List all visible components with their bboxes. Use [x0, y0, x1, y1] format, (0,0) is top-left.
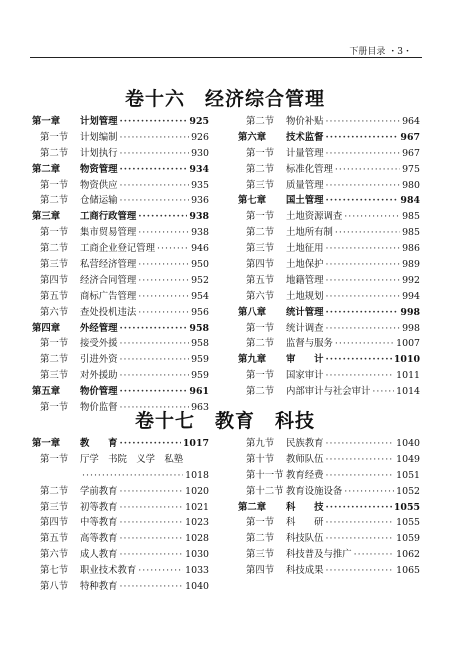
- toc-section-entry: [238, 321, 420, 337]
- entry-number: 第一节: [246, 211, 275, 223]
- entry-number: 第一章: [32, 116, 61, 127]
- entry-number: 第五章: [32, 386, 61, 398]
- entry-page-number: 1017: [182, 438, 209, 449]
- entry-page-number: 1018: [185, 469, 209, 481]
- entry-page-number: 986: [402, 243, 420, 255]
- entry-title: 职业技术教育: [80, 565, 137, 577]
- dot-leader: [138, 273, 189, 289]
- toc-section-entry: [238, 452, 420, 468]
- dot-leader: [326, 305, 399, 321]
- entry-title: 中等教育: [80, 517, 118, 529]
- entry-page-number: 938: [189, 211, 209, 223]
- entry-number: 第三节: [40, 259, 69, 271]
- entry-number: 第二节: [246, 116, 275, 127]
- entry-title: 接受外援: [80, 338, 118, 350]
- entry-title: 成人教育: [80, 549, 118, 561]
- entry-page-number: 1052: [396, 485, 420, 497]
- volume-16-title: 卷十六 经济综合管理: [124, 88, 325, 110]
- volume-16-right-column: [238, 114, 420, 400]
- entry-page-number: 1040: [185, 581, 209, 593]
- entry-title: 对外援助: [80, 370, 118, 382]
- entry-title: 教 育: [80, 438, 118, 449]
- toc-chapter-entry: [238, 352, 420, 368]
- entry-number: 第三节: [40, 370, 69, 382]
- entry-title: 统计管理: [286, 306, 324, 318]
- toc-section-entry: [238, 146, 420, 162]
- entry-page-number: 963: [191, 402, 209, 414]
- entry-page-number: 998: [402, 322, 420, 334]
- entry-number: 第一节: [40, 402, 69, 414]
- entry-number: 第八章: [238, 306, 267, 318]
- entry-page-number: 959: [191, 370, 209, 382]
- toc-section-entry: [238, 257, 420, 273]
- entry-page-number: 989: [402, 259, 420, 271]
- dot-leader: [120, 336, 190, 352]
- entry-number: 第一节: [40, 453, 69, 465]
- toc-section-entry: [238, 241, 420, 257]
- entry-page-number: 1055: [396, 517, 420, 529]
- entry-number: 第二节: [40, 195, 69, 207]
- dot-leader: [326, 468, 395, 484]
- entry-page-number: 1055: [393, 501, 420, 513]
- entry-page-number: 1023: [185, 517, 209, 529]
- entry-page-number: 1040: [396, 438, 420, 449]
- toc-chapter-entry: [32, 436, 209, 452]
- entry-title: 内部审计与社会审计: [286, 386, 371, 398]
- dot-leader: [157, 241, 189, 257]
- entry-title: 特种教育: [80, 581, 118, 593]
- entry-title: 标准化管理: [286, 163, 333, 175]
- toc-section-entry: [238, 162, 420, 178]
- toc-section-entry: [32, 289, 209, 305]
- running-header: 下册目录 ・3・: [349, 47, 412, 57]
- entry-page-number: 946: [191, 243, 209, 255]
- entry-title: 教育经费: [286, 469, 324, 481]
- dot-leader: [120, 368, 190, 384]
- entry-number: 第一节: [246, 147, 275, 159]
- entry-number: 第四节: [246, 259, 275, 271]
- toc-section-entry: [238, 563, 420, 579]
- entry-page-number: 930: [191, 147, 209, 159]
- entry-number: 第二节: [40, 243, 69, 255]
- toc-section-entry: [238, 468, 420, 484]
- dot-leader: [120, 547, 184, 563]
- entry-title: 高等教育: [80, 533, 118, 545]
- dot-leader: [120, 384, 188, 400]
- entry-title: 土地所有制: [286, 227, 333, 239]
- entry-title: 引进外资: [80, 354, 118, 366]
- dot-leader: [120, 146, 190, 162]
- dot-leader: [344, 484, 394, 500]
- entry-page-number: 958: [191, 338, 209, 350]
- entry-number: 第六节: [40, 549, 69, 561]
- entry-page-number: 1020: [185, 485, 209, 497]
- toc-chapter-entry: [32, 209, 209, 225]
- entry-number: 第四节: [246, 565, 275, 577]
- toc-chapter-entry: [238, 130, 420, 146]
- dot-leader: [372, 384, 394, 400]
- entry-number: 第三节: [40, 501, 69, 513]
- toc-section-entry: [32, 368, 209, 384]
- dot-leader: [326, 130, 399, 146]
- entry-page-number: 992: [402, 274, 420, 286]
- entry-page-number: 958: [189, 322, 209, 334]
- dot-leader: [120, 531, 184, 547]
- toc-section-entry: [32, 130, 209, 146]
- toc-chapter-entry: [238, 193, 420, 209]
- toc-section-entry: [238, 531, 420, 547]
- toc-section-entry: [32, 500, 209, 516]
- dot-leader: [326, 241, 401, 257]
- toc-section-entry: [238, 209, 420, 225]
- toc-section-entry: [238, 178, 420, 194]
- toc-section-entry: [238, 384, 420, 400]
- entry-title: 地籍管理: [286, 274, 324, 286]
- entry-title: 经济合同管理: [80, 274, 137, 286]
- entry-number: 第四章: [32, 322, 61, 334]
- entry-number: 第十二节: [246, 485, 284, 497]
- toc-section-entry: [32, 563, 209, 579]
- dot-leader: [326, 531, 395, 547]
- entry-title: 物价管理: [80, 386, 118, 398]
- toc-section-entry: [238, 336, 420, 352]
- entry-number: 第三节: [246, 179, 275, 191]
- entry-page-number: 1007: [396, 338, 420, 350]
- entry-title: 教育设施设备: [286, 485, 343, 497]
- dot-leader: [326, 193, 399, 209]
- entry-page-number: 967: [402, 147, 420, 159]
- entry-page-number: 952: [191, 274, 209, 286]
- dot-leader: [120, 352, 190, 368]
- dot-leader: [335, 336, 394, 352]
- dot-leader: [344, 209, 400, 225]
- entry-title: 商标广告管理: [80, 290, 137, 302]
- entry-title: 物资管理: [80, 163, 118, 175]
- dot-leader: [326, 289, 401, 305]
- entry-page-number: 961: [189, 386, 209, 398]
- dot-leader: [120, 193, 190, 209]
- dot-leader: [326, 436, 395, 452]
- dot-leader: [138, 257, 189, 273]
- toc-section-entry: [238, 547, 420, 563]
- entry-number: 第五节: [40, 533, 69, 545]
- entry-page-number: 935: [191, 179, 209, 191]
- toc-section-entry: [32, 579, 209, 595]
- entry-number: 第二章: [32, 163, 61, 175]
- dot-leader: [326, 515, 395, 531]
- entry-page-number: 980: [402, 179, 420, 191]
- entry-number: 第五节: [246, 274, 275, 286]
- entry-title: 工商企业登记管理: [80, 243, 156, 255]
- entry-page-number: 994: [402, 290, 420, 302]
- entry-number: 第三章: [32, 211, 61, 223]
- toc-section-entry: [32, 178, 209, 194]
- toc-chapter-entry: [32, 384, 209, 400]
- entry-page-number: 950: [191, 259, 209, 271]
- entry-page-number: 1021: [185, 501, 209, 513]
- dot-leader: [326, 321, 401, 337]
- dot-leader: [120, 321, 188, 337]
- toc-section-entry: [32, 225, 209, 241]
- toc-section-entry: [238, 273, 420, 289]
- dot-leader: [120, 500, 184, 516]
- toc-section-entry: [238, 114, 420, 130]
- entry-number: 第十一节: [246, 469, 284, 481]
- toc-chapter-entry: [32, 114, 209, 130]
- entry-title: 科 技: [286, 501, 324, 513]
- entry-title: 监督与服务: [286, 338, 333, 350]
- toc-section-entry: [32, 241, 209, 257]
- entry-title: 审 计: [286, 354, 324, 366]
- entry-number: 第六章: [238, 131, 267, 143]
- entry-page-number: 1049: [396, 453, 420, 465]
- toc-chapter-entry: [238, 500, 420, 516]
- entry-page-number: 1033: [185, 565, 209, 577]
- toc-chapter-entry: [32, 162, 209, 178]
- entry-title: 科技普及与推广: [286, 549, 352, 561]
- entry-title: 土地保护: [286, 259, 324, 271]
- entry-title: 物价监督: [80, 402, 118, 414]
- dot-leader: [82, 468, 183, 484]
- entry-number: 第四节: [40, 274, 69, 286]
- entry-number: 第三节: [246, 243, 275, 255]
- entry-title: 学前教育: [80, 485, 118, 497]
- entry-number: 第六节: [40, 306, 69, 318]
- dot-leader: [326, 273, 401, 289]
- entry-number: 第二节: [40, 485, 69, 497]
- entry-number: 第二节: [246, 386, 275, 398]
- dot-leader: [326, 257, 401, 273]
- entry-number: 第四节: [40, 517, 69, 529]
- dot-leader: [120, 484, 184, 500]
- volume-17-title: 卷十七 教育 科技: [134, 410, 315, 432]
- entry-title: 私营经济管理: [80, 259, 137, 271]
- entry-title: 民族教育: [286, 438, 324, 449]
- entry-page-number: 985: [402, 211, 420, 223]
- entry-page-number: 936: [191, 195, 209, 207]
- entry-page-number: 984: [400, 195, 420, 207]
- entry-number: 第二节: [246, 227, 275, 239]
- entry-title: 统计调查: [286, 322, 324, 334]
- entry-title: 计划执行: [80, 147, 118, 159]
- entry-number: 第二章: [238, 501, 267, 513]
- dot-leader: [120, 130, 190, 146]
- entry-number: 第三节: [246, 549, 275, 561]
- dot-leader: [120, 114, 188, 130]
- dot-leader: [326, 500, 392, 516]
- entry-number: 第一节: [40, 227, 69, 239]
- entry-page-number: 1059: [396, 533, 420, 545]
- dot-leader: [138, 289, 189, 305]
- toc-section-entry: [32, 273, 209, 289]
- entry-page-number: 938: [191, 227, 209, 239]
- entry-title: 技术监督: [286, 131, 324, 143]
- entry-page-number: 934: [189, 163, 209, 175]
- entry-number: 第二节: [246, 338, 275, 350]
- entry-number: 第九节: [246, 438, 275, 449]
- entry-title: 物价补贴: [286, 116, 324, 127]
- entry-number: 第九章: [238, 354, 267, 366]
- entry-title: 计划编制: [80, 131, 118, 143]
- entry-page-number: 975: [402, 163, 420, 175]
- entry-number: 第一节: [246, 517, 275, 529]
- entry-title: 仓储运输: [80, 195, 118, 207]
- entry-title: 物资供应: [80, 179, 118, 191]
- toc-section-entry: [238, 436, 420, 452]
- entry-number: 第一节: [246, 370, 275, 382]
- entry-title: 工商行政管理: [80, 211, 137, 223]
- dot-leader: [138, 563, 183, 579]
- entry-number: 第五节: [40, 290, 69, 302]
- entry-number: 第一节: [40, 131, 69, 143]
- entry-title: 查处投机违法: [80, 306, 137, 318]
- toc-section-entry: [32, 193, 209, 209]
- entry-title: 教师队伍: [286, 453, 324, 465]
- volume-16-left-column: [32, 114, 209, 416]
- entry-title: 科技成果: [286, 565, 324, 577]
- entry-title: 质量管理: [286, 179, 324, 191]
- entry-page-number: 1028: [185, 533, 209, 545]
- toc-chapter-entry: [32, 321, 209, 337]
- entry-title: 国土管理: [286, 195, 324, 207]
- entry-page-number: 925: [189, 116, 209, 127]
- dot-leader: [326, 114, 401, 130]
- entry-page-number: 926: [191, 131, 209, 143]
- toc-section-entry: [32, 547, 209, 563]
- entry-number: 第七章: [238, 195, 267, 207]
- toc-section-entry: [238, 368, 420, 384]
- entry-title: 计量管理: [286, 147, 324, 159]
- entry-page-number: 964: [402, 116, 420, 127]
- entry-title: 初等教育: [80, 501, 118, 513]
- entry-number: 第一节: [40, 179, 69, 191]
- toc-section-entry: [32, 336, 209, 352]
- toc-section-entry: [32, 484, 209, 500]
- entry-number: 第一章: [32, 438, 61, 449]
- entry-title: 计划管理: [80, 116, 118, 127]
- dot-leader: [326, 178, 401, 194]
- dot-leader: [335, 225, 400, 241]
- entry-number: 第二节: [246, 533, 275, 545]
- entry-number: 第八节: [40, 581, 69, 593]
- dot-leader: [138, 209, 187, 225]
- toc-section-entry: [238, 225, 420, 241]
- entry-page-number: 985: [402, 227, 420, 239]
- dot-leader: [326, 452, 395, 468]
- dot-leader: [335, 162, 400, 178]
- entry-number: 第二节: [40, 354, 69, 366]
- entry-page-number: 956: [191, 306, 209, 318]
- entry-title: 土地征用: [286, 243, 324, 255]
- entry-page-number: 967: [400, 131, 420, 143]
- dot-leader: [326, 563, 395, 579]
- entry-number: 第六节: [246, 290, 275, 302]
- entry-page-number: 1011: [396, 370, 420, 382]
- entry-page-number: 1014: [396, 386, 420, 398]
- volume-17-right-column: [238, 436, 420, 579]
- dot-leader: [120, 579, 184, 595]
- toc-section-entry: [32, 452, 209, 468]
- entry-page-number: 998: [400, 306, 420, 318]
- entry-number: 第二节: [246, 163, 275, 175]
- entry-page-number: 1030: [185, 549, 209, 561]
- toc-section-entry: [238, 289, 420, 305]
- entry-title: 土地规划: [286, 290, 324, 302]
- toc-section-entry: [32, 352, 209, 368]
- entry-title: 厅学 书院 义学 私塾: [80, 453, 184, 465]
- volume-17-left-column: [32, 436, 209, 595]
- entry-number: 第七节: [40, 565, 69, 577]
- dot-leader: [326, 352, 392, 368]
- entry-title: 科技队伍: [286, 533, 324, 545]
- dot-leader: [354, 547, 395, 563]
- dot-leader: [326, 146, 401, 162]
- dot-leader: [120, 162, 188, 178]
- entry-page-number: 954: [191, 290, 209, 302]
- toc-section-entry: [32, 515, 209, 531]
- toc-chapter-entry: [238, 305, 420, 321]
- toc-section-entry: [238, 515, 420, 531]
- dot-leader: [138, 225, 189, 241]
- toc-section-entry: [32, 257, 209, 273]
- entry-title: 国家审计: [286, 370, 324, 382]
- entry-number: 第一节: [40, 338, 69, 350]
- entry-page-number: 1010: [393, 354, 420, 366]
- toc-section-entry: [32, 468, 209, 484]
- dot-leader: [120, 178, 190, 194]
- toc-section-entry: [32, 531, 209, 547]
- toc-section-entry: [32, 305, 209, 321]
- entry-page-number: 959: [191, 354, 209, 366]
- entry-number: 第十节: [246, 453, 275, 465]
- toc-section-entry: [238, 484, 420, 500]
- entry-title: 土地资源调查: [286, 211, 343, 223]
- dot-leader: [138, 305, 189, 321]
- toc-section-entry: [32, 146, 209, 162]
- dot-leader: [120, 436, 181, 452]
- dot-leader: [120, 515, 184, 531]
- header-rule: [30, 57, 422, 58]
- dot-leader: [326, 368, 395, 384]
- entry-page-number: 1051: [396, 469, 420, 481]
- entry-page-number: 1065: [396, 565, 420, 577]
- entry-title: 集市贸易管理: [80, 227, 137, 239]
- entry-number: 第二节: [40, 147, 69, 159]
- entry-page-number: 1062: [396, 549, 420, 561]
- entry-title: 外经管理: [80, 322, 118, 334]
- entry-number: 第一节: [246, 322, 275, 334]
- entry-title: 科 研: [286, 517, 324, 529]
